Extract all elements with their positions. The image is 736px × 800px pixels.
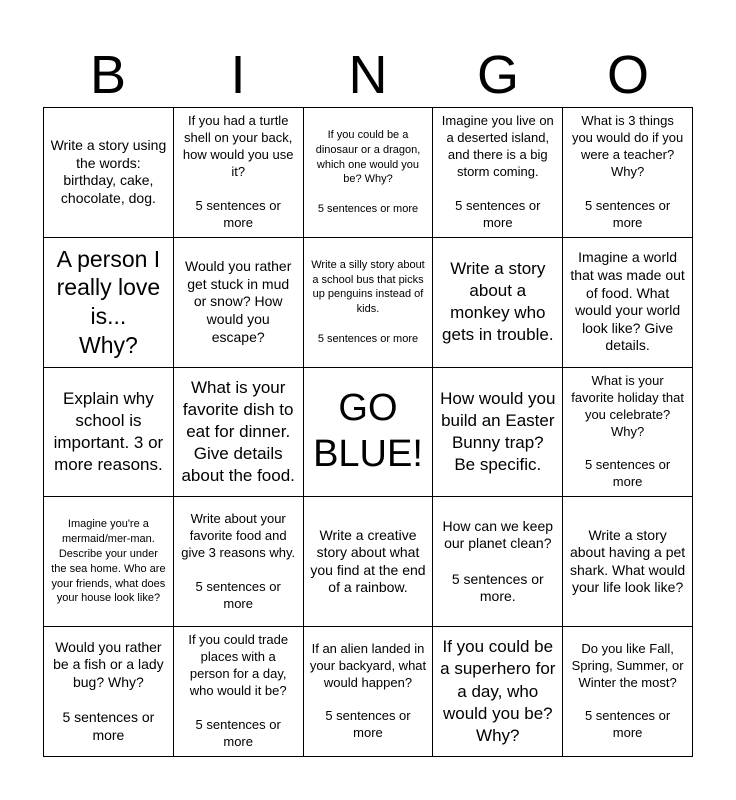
bingo-cell-free-space: GO BLUE! [304, 368, 434, 498]
bingo-cell-r5c1: Would you rather be a fish or a lady bug? Why? 5 sentences or more [44, 627, 174, 757]
bingo-cell-r4c1: Imagine you're a mermaid/mer-man. Describe your under the sea home. Who are your friends, what does your house look like? [44, 497, 174, 627]
header-letter-b: B [89, 45, 127, 105]
bingo-cell-r2c4: Write a story about a monkey who gets in trouble. [433, 238, 563, 368]
bingo-cell-r3c2: What is your favorite dish to eat for dinner. Give details about the food. [174, 368, 304, 498]
header-letter-n: N [348, 45, 388, 105]
bingo-cell-r5c2: If you could trade places with a person for a day, who would it be? 5 sentences or more [174, 627, 304, 757]
bingo-cell-r1c5: What is 3 things you would do if you were a teacher? Why? 5 sentences or more [563, 108, 693, 238]
bingo-cell-r4c2: Write about your favorite food and give 3 reasons why. 5 sentences or more [174, 497, 304, 627]
header-letter-g: G [476, 45, 519, 105]
bingo-cell-r1c4: Imagine you live on a deserted island, and there is a big storm coming. 5 sentences or more [433, 108, 563, 238]
bingo-board [43, 107, 693, 757]
bingo-cell-r1c2: If you had a turtle shell on your back, how would you use it? 5 sentences or more [174, 108, 304, 238]
bingo-cell-r2c1: A person I really love is... Why? [44, 238, 174, 368]
header-letter-i: I [230, 45, 246, 105]
bingo-cell-r1c1: Write a story using the words: birthday, cake, chocolate, dog. [44, 108, 174, 238]
bingo-cell-r3c4: How would you build an Easter Bunny trap? Be specific. [433, 368, 563, 498]
bingo-cell-r5c5: Do you like Fall, Spring, Summer, or Winter the most? 5 sentences or more [563, 627, 693, 757]
bingo-header [43, 44, 693, 106]
bingo-cell-r5c3: If an alien landed in your backyard, what would happen? 5 sentences or more [304, 627, 434, 757]
bingo-cell-r2c2: Would you rather get stuck in mud or snow? How would you escape? [174, 238, 304, 368]
bingo-cell-r2c5: Imagine a world that was made out of food. What would your world look like? Give details. [563, 238, 693, 368]
bingo-cell-r4c4: How can we keep our planet clean? 5 sentences or more. [433, 497, 563, 627]
bingo-cell-r4c5: Write a story about having a pet shark. What would your life look like? [563, 497, 693, 627]
header-letter-o: O [606, 45, 649, 105]
bingo-cell-r3c5: What is your favorite holiday that you celebrate? Why? 5 sentences or more [563, 368, 693, 498]
bingo-cell-r3c1: Explain why school is important. 3 or more reasons. [44, 368, 174, 498]
bingo-cell-r1c3: If you could be a dinosaur or a dragon, which one would you be? Why? 5 sentences or more [304, 108, 434, 238]
bingo-cell-r5c4: If you could be a superhero for a day, who would you be? Why? [433, 627, 563, 757]
bingo-cell-r4c3: Write a creative story about what you find at the end of a rainbow. [304, 497, 434, 627]
bingo-cell-r2c3: Write a silly story about a school bus that picks up penguins instead of kids. 5 sentences or more [304, 238, 434, 368]
